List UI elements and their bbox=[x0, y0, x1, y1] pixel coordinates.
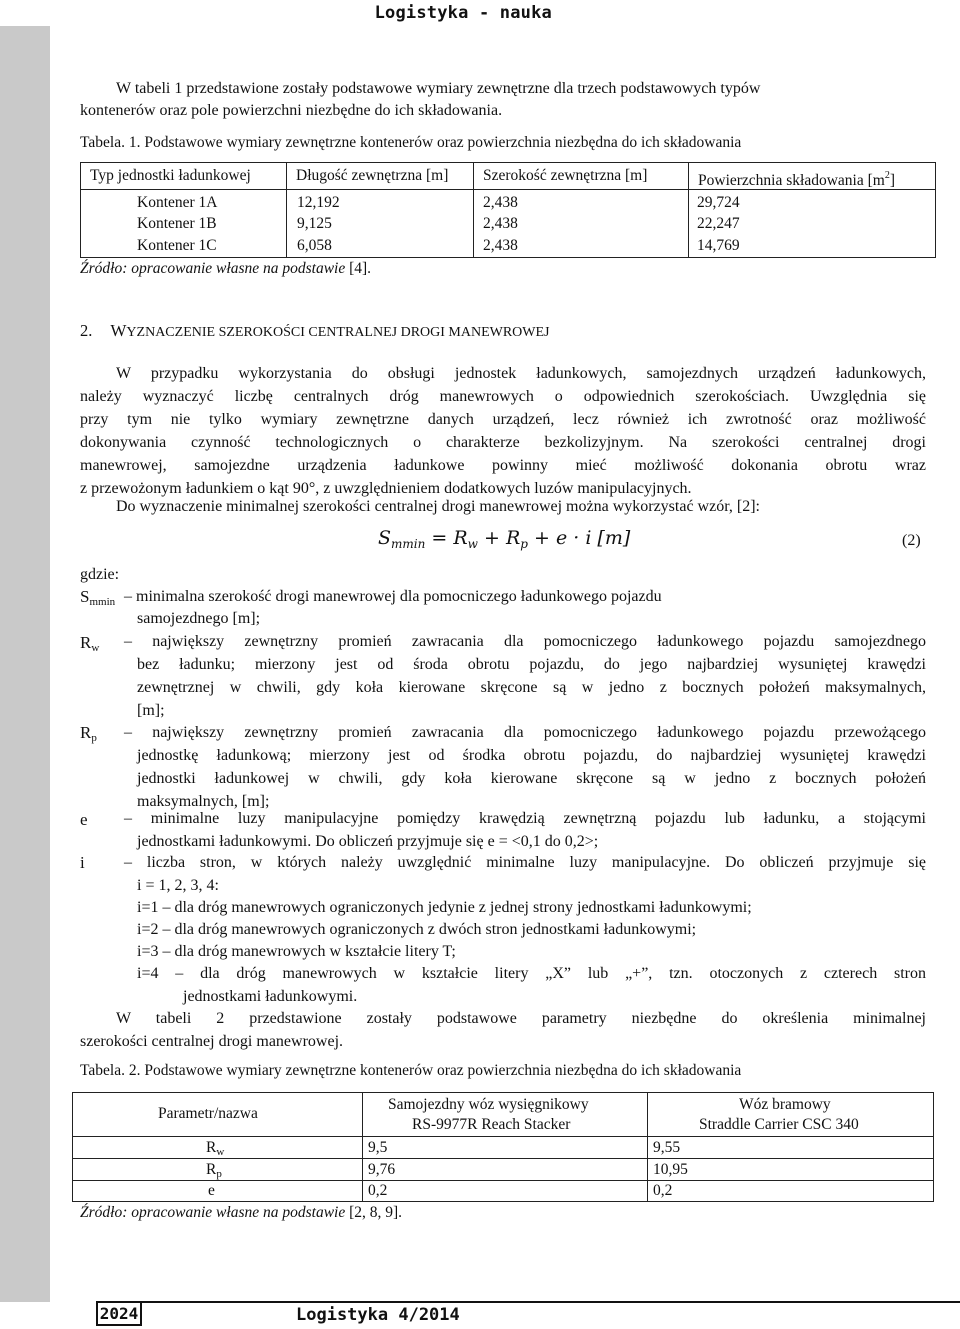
table1-header-area: Powierzchnia składowania $[m^2]$ bbox=[698, 170, 895, 189]
table2-header-param: Parametr/nazwa bbox=[158, 1105, 258, 1122]
def-symbol: e bbox=[80, 810, 88, 829]
table1-caption: Tabela. 1. Podstawowe wymiary zewnętrzne kontenerów oraz powierzchnia niezbędna do ich składowania bbox=[80, 134, 742, 151]
journal-issue: Logistyka 4/2014 bbox=[296, 1305, 460, 1325]
table-cell: 9,125 bbox=[297, 215, 332, 232]
i-value: i=1 – dla dróg manewrowych ograniczonych jedynie z jednej strony jednostkami ładunkowymi; bbox=[137, 899, 752, 916]
def-symbol: Rp bbox=[80, 723, 97, 744]
table1-header-length: Długość zewnętrzna [m] bbox=[296, 167, 449, 184]
table-cell: Kontener 1B bbox=[137, 215, 217, 232]
def-symbol: i bbox=[80, 853, 85, 872]
table-cell: Kontener 1A bbox=[137, 194, 218, 211]
table1-source: Źródło: opracowanie własne na podstawie [4]. bbox=[80, 260, 372, 277]
paragraph: W tabeli 2 przedstawione zostały podstawowe parametry niezbędne do określenia minimalnej szerokości centralnej drogi manewrowej. bbox=[80, 1010, 926, 1050]
table-cell: 9,55 bbox=[653, 1139, 681, 1156]
def-symbol: Smmin bbox=[80, 587, 116, 608]
table1-header-width: Szerokość zewnętrzna [m] bbox=[483, 167, 648, 184]
table2-row-divider bbox=[72, 1158, 934, 1159]
table-cell: Rw bbox=[206, 1139, 225, 1158]
table-cell: 22,247 bbox=[697, 215, 740, 232]
header-bar bbox=[0, 0, 960, 26]
section-heading: 2. WYZNACZENIE SZEROKOŚCI CENTRALNEJ DROGI MANEWROWEJ bbox=[80, 321, 550, 340]
def-text: – największy zewnętrzny promień zawracania dla pomocniczego ładunkowego pojazdu samojezdnego bez ładunku; mierzony jest od środa obrotu pojazdu, do jego najbardziej wysuniętej krawędzi zewnętrznej w chwili, gdy koła kierowane skręcone są w jedno z bocznych położeń maksymalnych, [m]; bbox=[124, 633, 926, 719]
i-value: i=3 – dla dróg manewrowych w kształcie litery T; bbox=[137, 943, 456, 960]
table-cell: 2,438 bbox=[483, 237, 518, 254]
journal-section-title: Logistyka - nauka bbox=[374, 3, 552, 23]
where-label: gdzie: bbox=[80, 566, 120, 583]
footer-rule bbox=[96, 1301, 960, 1303]
table-cell: 0,2 bbox=[368, 1182, 388, 1199]
table2-caption: Tabela. 2. Podstawowe wymiary zewnętrzne kontenerów oraz powierzchnia niezbędna do ich składowania bbox=[80, 1062, 742, 1079]
table-cell: 2,438 bbox=[483, 194, 518, 211]
table-cell: 12,192 bbox=[297, 194, 340, 211]
footer-bar bbox=[0, 1302, 960, 1329]
table2-header-straddle: Wóz bramowy bbox=[739, 1096, 831, 1113]
table1-header-type: Typ jednostki ładunkowej bbox=[90, 167, 251, 184]
def-text: – minimalne luzy manipulacyjne pomiędzy krawędzią zewnętrzną pojazdu lub ładunku, a stojącymi jednostkami ładunkowymi. Do obliczeń przyjmuje się e = <0,1 do 0,2>; bbox=[124, 810, 926, 850]
table1-col-divider bbox=[286, 162, 287, 258]
table-cell: 6,058 bbox=[297, 237, 332, 254]
table2-row-divider bbox=[72, 1180, 934, 1181]
def-text: – liczba stron, w których należy uwzględnić minimalne luzy manipulacyjne. Do obliczeń przyjmuje się i = 1, 2, 3, 4: bbox=[124, 854, 926, 894]
table-cell: 2,438 bbox=[483, 215, 518, 232]
table1-col-divider bbox=[473, 162, 474, 258]
formula: $S_{mmin} = R_w + R_p + e \cdot i$ [m] bbox=[378, 527, 631, 551]
paragraph: W przypadku wykorzystania do obsługi jednostek ładunkowych, samojezdnych urządzeń ładunkowych, należy wyznaczyć liczbę centralnych dróg manewrowych o odpowiednich szerokościach. Uwzględnia się przy tym nie tylko wymiary zewnętrzne danych urządzeń, lecz również ich zwrotność oraz możliwość dokonywania czynność technologicznych o charakterze bezkolizyjnym. Na szerokości centralnej drogi manewrowej, samojezdne urządzenia ładunkowe powinny mieć możliwość dokonania obrotu wraz z przewożonym ładunkiem o kąt 90°, z uwzględnieniem dodatkowych luzów manipulacyjnych. bbox=[80, 365, 926, 497]
table-cell: e bbox=[208, 1182, 215, 1199]
table1-col-divider bbox=[688, 162, 689, 258]
table2-row-divider bbox=[72, 1136, 934, 1137]
def-symbol: Rw bbox=[80, 633, 100, 654]
intro-line-1: W tabeli 1 przedstawione zostały podstawowe wymiary zewnętrzne dla trzech podstawowych typów bbox=[116, 80, 761, 97]
table-cell: Kontener 1C bbox=[137, 237, 217, 254]
table-cell: 10,95 bbox=[653, 1161, 688, 1178]
def-text: – największy zewnętrzny promień zawracania dla pomocniczego ładunkowego pojazdu przewożącego jednostkę ładunkową; mierzony jest od środka obrotu pojazdu, do najbardziej wysuniętej krawędzi jednostki ładunkowej w chwili, gdy koła kierowane skręcone są w jedno z bocznych położeń maksymalnych, [m]; bbox=[124, 724, 926, 810]
def-text: – minimalna szerokość drogi manewrowej dla pomocniczego ładunkowego pojazdu bbox=[124, 588, 662, 605]
table2-header-straddle-model: Straddle Carrier CSC 340 bbox=[699, 1116, 859, 1133]
table2-header-reach-stacker-model: RS-9977R Reach Stacker bbox=[412, 1116, 571, 1133]
table2-header-reach-stacker: Samojezdny wóz wysięgnikowy bbox=[388, 1096, 589, 1113]
table2-source: Źródło: opracowanie własne na podstawie [2, 8, 9]. bbox=[80, 1204, 403, 1221]
table-cell: 9,5 bbox=[368, 1139, 388, 1156]
table-cell: 0,2 bbox=[653, 1182, 673, 1199]
intro-line-2: kontenerów oraz pole powierzchni niezbędne do ich składowania. bbox=[80, 102, 503, 119]
i-value: i=4 – dla dróg manewrowych w kształcie litery „X” lub „+”, tzn. otoczonych z czterech stron bbox=[137, 965, 926, 982]
i-value: jednostkami ładunkowymi. bbox=[183, 988, 358, 1005]
table-cell: 29,724 bbox=[697, 194, 740, 211]
table2-col-divider bbox=[362, 1092, 363, 1202]
formula-intro: Do wyznaczenie minimalnej szerokości centralnej drogi manewrowej można wykorzystać wzór, [2]: bbox=[116, 498, 760, 515]
table-cell: 14,769 bbox=[697, 237, 740, 254]
formula-number: (2) bbox=[902, 532, 921, 549]
i-value: i=2 – dla dróg manewrowych ograniczonych z dwóch stron jednostkami ładunkowymi; bbox=[137, 921, 697, 938]
page-number: 2024 bbox=[96, 1303, 142, 1326]
table2-col-divider bbox=[647, 1092, 648, 1202]
table-cell: Rp bbox=[206, 1161, 222, 1180]
table-cell: 9,76 bbox=[368, 1161, 396, 1178]
def-text: samojezdnego [m]; bbox=[137, 610, 261, 627]
